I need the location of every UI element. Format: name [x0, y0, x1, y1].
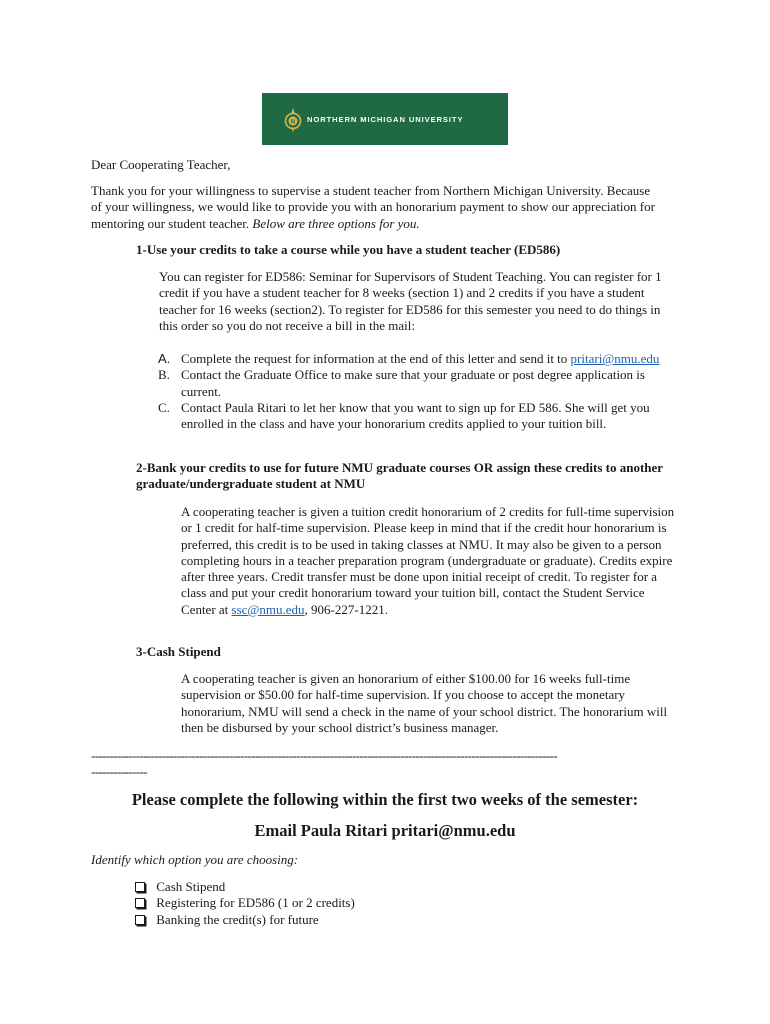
list-item-text: Complete the request for information at the end of this letter and send it to — [181, 351, 568, 366]
intro-text: Thank you for your willingness to supervise a student teacher from Northern Michigan University. Because of your willingness, we would like to provide you with an honorarium payment to show our appreciation for mentoring our student teacher. — [91, 183, 655, 231]
option2-paragraph — [181, 504, 681, 618]
divider-line-continued: --------------- — [91, 764, 147, 779]
list-item — [158, 400, 678, 433]
intro-italic: Below are three options for you. — [252, 215, 420, 231]
checkbox-icon[interactable] — [135, 882, 145, 892]
nmu-seal-icon — [284, 107, 302, 133]
list-item-text: Contact the Graduate Office to make sure that your graduate or post degree application is current. — [181, 367, 645, 399]
option1-steps — [158, 351, 678, 432]
list-item — [158, 367, 678, 400]
checkbox-icon[interactable] — [135, 898, 145, 908]
checkbox-option-ed586[interactable] — [135, 895, 355, 911]
option1-body: You can register for ED586: Seminar for Supervisors of Student Teaching. You can register for 1 credit if you have a student teacher for 8 weeks (section 1) and 2 credits if you have a student teacher for 16 weeks (section2). To register for ED586 for this semester you need to do things in this order so you do not receive a bill in the mail: — [159, 269, 662, 333]
checkbox-label: Registering for ED586 (1 or 2 credits) — [156, 895, 355, 911]
option3-heading: 3-Cash Stipend — [136, 644, 221, 659]
form-email-line: Email Paula Ritari pritari@nmu.edu — [254, 821, 516, 840]
list-marker: C. — [158, 399, 170, 415]
checkbox-icon[interactable] — [135, 915, 145, 925]
checkbox-label: Banking the credit(s) for future — [156, 911, 319, 927]
list-item — [158, 351, 678, 367]
salutation: Dear Cooperating Teacher, — [91, 157, 231, 172]
logo-text: NORTHERN MICHIGAN UNIVERSITY — [307, 114, 464, 124]
svg-text:N: N — [290, 119, 296, 125]
option3-body: A cooperating teacher is given an honorarium of either $100.00 for 16 weeks full-time supervision or $50.00 for half-time supervision. If you choose to accept the monetary honorarium, NMU will send a check in the name of your school district. The honorarium will then be disbursed by your school district’s business manager. — [181, 671, 668, 735]
list-item-text: Contact Paula Ritari to let her know that you want to sign up for ED 586. She will get you enrolled in the class and have your honorarium credits applied to your tuition bill. — [181, 399, 650, 432]
option2-heading: 2-Bank your credits to use for future NMU graduate courses OR assign these credits to another graduate/undergraduate student at NMU — [136, 460, 663, 492]
nmu-logo — [262, 93, 508, 145]
option2-tail: , 906-227-1221. — [304, 601, 388, 617]
option1-heading: 1-Use your credits to take a course while you have a student teacher (ED586) — [136, 242, 561, 257]
list-marker: B. — [158, 367, 170, 383]
email-link-pritari[interactable]: pritari@nmu.edu — [570, 351, 660, 366]
form-title: Please complete the following within the first two weeks of the semester: — [131, 790, 639, 809]
option2-body: A cooperating teacher is given a tuition credit honorarium of 2 credits for full-time supervision or 1 credit for half-time supervision. Please keep in mind that if the credit hour honorarium is preferred, this credit is to be used in taking classes at NMU. It may also be given to a person completing hours in a teacher preparation program (undergraduate or graduate). Credits expire after three years. Credit transfer must be done upon initial receipt of credit. To register for a class and put your credit honorarium toward your tuition bill, contact the Student Service Center at — [181, 504, 675, 617]
form-prompt: Identify which option you are choosing: — [91, 852, 299, 867]
divider-line: ----------------------------------------------------------------------------------------------------------------------------- — [91, 748, 558, 763]
list-marker: A. — [158, 351, 171, 366]
checkbox-option-cash[interactable] — [135, 879, 355, 895]
checkbox-option-bank[interactable] — [135, 912, 355, 928]
email-link-ssc[interactable]: ssc@nmu.edu — [231, 601, 305, 617]
option-checklist — [135, 879, 355, 928]
intro-paragraph — [91, 183, 661, 232]
checkbox-label: Cash Stipend — [156, 879, 226, 894]
